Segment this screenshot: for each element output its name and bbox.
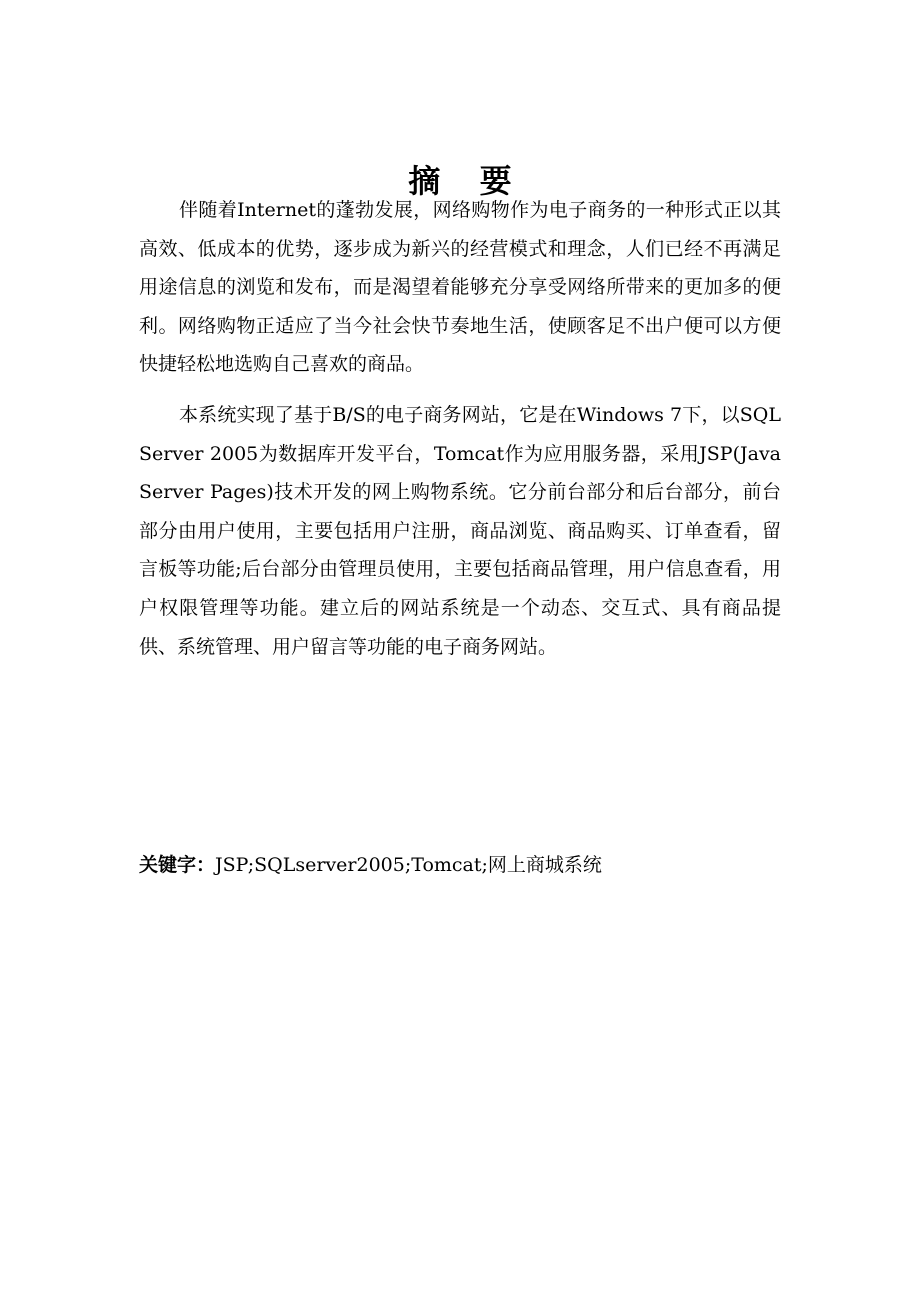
abstract-body xyxy=(139,191,781,666)
abstract-paragraph-2: 本系统实现了基于B/S的电子商务网站，它是在Windows 7下，以SQL Server 2005为数据库开发平台，Tomcat作为应用服务器，采用JSP(Java Server Pages)技术开发的网上购物系统。它分前台部分和后台部分，前台部分由用户使用，主要包括用户注册，商品浏览、商品购买、订单查看，留言板等功能;后台部分由管理员使用，主要包括商品管理，用户信息查看，用户权限管理等功能。建立后的网站系统是一个动态、交互式、具有商品提供、系统管理、用户留言等功能的电子商务网站。 xyxy=(139,403,781,658)
keywords-value: JSP;SQLserver2005;Tomcat;网上商城系统 xyxy=(215,854,602,876)
keywords-label: 关键字： xyxy=(139,854,216,876)
abstract-title: 摘 要 xyxy=(408,162,526,201)
keywords-line xyxy=(139,848,781,882)
abstract-paragraph-1: 伴随着Internet的蓬勃发展，网络购物作为电子商务的一种形式正以其高效、低成本的优势，逐步成为新兴的经营模式和理念，人们已经不再满足用途信息的浏览和发布，而是渴望着能够充分享受网络所带来的更加多的便利。网络购物正适应了当今社会快节奏地生活，使顾客足不出户便可以方便快捷轻松地选购自己喜欢的商品。 xyxy=(139,199,781,376)
